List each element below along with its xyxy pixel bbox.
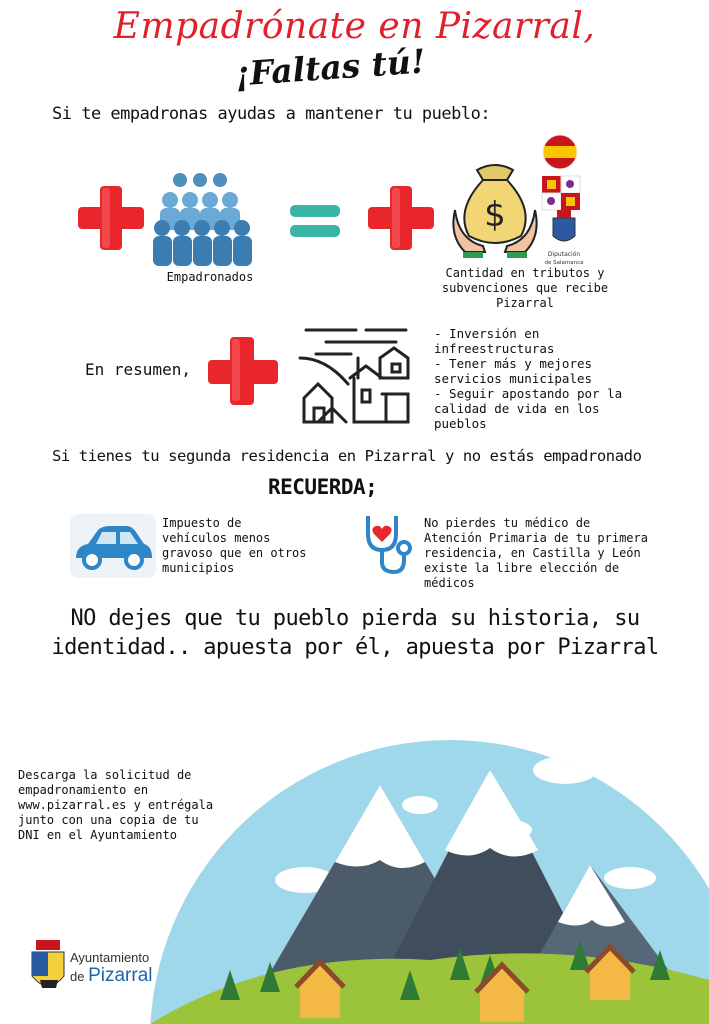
summary-list [434, 326, 634, 431]
page-title-line1: Empadrónate en Pizarral, [113, 6, 596, 47]
car-reminder-text: Impuesto de vehículos menos gravoso que en otros municipios [162, 516, 307, 575]
ayuntamiento-line: Ayuntamiento [70, 950, 150, 965]
svg-text:de Salamanca: de Salamanca [544, 260, 584, 266]
diputacion-shield-icon [545, 210, 584, 266]
download-note: Descarga la solicitud de empadronamiento en www.pizarral.es y entrégala junto con una copia de tu DNI en el Ayuntamiento [18, 768, 214, 842]
intro-text: Si te empadronas ayudas a mantener tu pueblo: [52, 104, 491, 124]
people-caption: Empadronados [166, 270, 254, 284]
people-group-icon [153, 173, 252, 266]
village-icon [296, 318, 418, 430]
stethoscope-icon [360, 512, 416, 576]
summary-item: - Inversión en infreestructuras [434, 326, 555, 356]
car-icon [70, 514, 156, 578]
svg-text:$: $ [484, 195, 506, 235]
slogan: NO dejes que tu pueblo pierda su historia, su identidad.. apuesta por él, apuesta por Pizarral [51, 606, 659, 660]
second-residence-text: Si tienes tu segunda residencia en Pizarral y no estás empadronado [52, 447, 642, 465]
town-shield-icon [30, 940, 66, 996]
doctor-reminder-text: No pierdes tu médico de Atención Primaria de tu primera residencia, en Castilla y León existe la libre elección de médicos [424, 516, 648, 590]
town-name: Pizarral [88, 965, 153, 986]
ayuntamiento-de: de [70, 969, 85, 984]
equals-icon [290, 205, 340, 237]
ayuntamiento-logo [70, 950, 153, 987]
castilla-leon-flag-icon [542, 176, 580, 210]
svg-text:Diputación: Diputación [547, 251, 581, 258]
plus-icon [78, 186, 144, 250]
plus-icon [205, 335, 285, 407]
summary-label: En resumen, [85, 360, 191, 379]
plus-icon [368, 186, 434, 250]
spain-flag-icon [543, 135, 577, 169]
money-caption: Cantidad en tributos y subvenciones que recibe Pizarral [441, 266, 609, 310]
summary-item: - Seguir apostando por la calidad de vida en los pueblos [434, 386, 623, 431]
recuerda-heading: RECUERDA; [268, 475, 378, 499]
money-bag-icon [453, 165, 536, 258]
page-title-line2: ¡Faltas tú! [233, 41, 427, 94]
mountain-landscape [150, 700, 709, 1024]
summary-item: - Tener más y mejores servicios municipales [434, 356, 593, 386]
